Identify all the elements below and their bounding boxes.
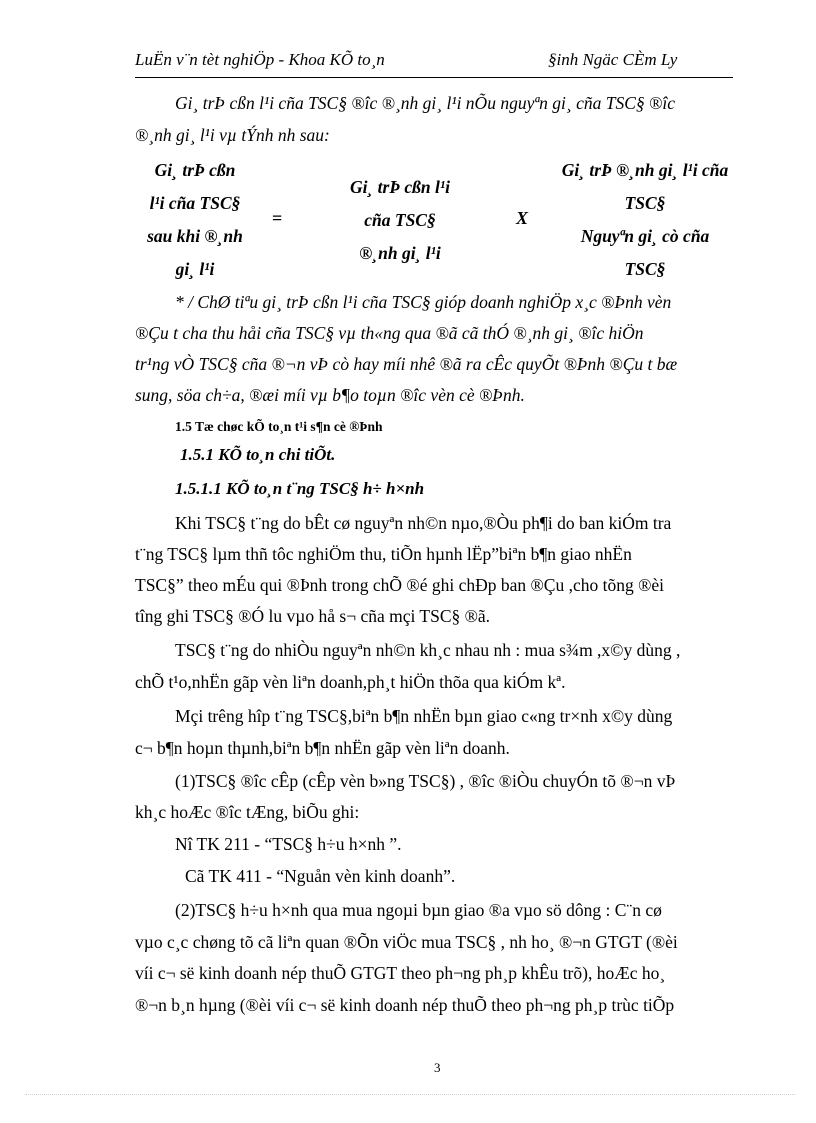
formula-left-3: sau khi ®¸nh bbox=[147, 226, 243, 246]
para4-line-1: (1)TSC§ ®îc cÊp (cÊp vèn b»ng TSC§) , ®îc ®iÒu chuyÓn tõ ®¬n vÞ bbox=[175, 771, 676, 791]
formula-right-1: Gi¸ trÞ ®¸nh gi¸ l¹i cña bbox=[561, 160, 729, 180]
intro-line-2: ®¸nh gi¸ l¹i vµ tÝnh nh sau: bbox=[135, 125, 330, 145]
para5-line-1: (2)TSC§ h÷u h×nh qua mua ngoµi bµn giao ®a vµo sö dông : C¨n cø bbox=[175, 900, 662, 920]
section-1-5-1-text: 1.5.1 KÕ to¸n chi tiÕt. bbox=[180, 445, 336, 464]
section-1-5: 1.5 Tæ chøc kÕ to¸n t¹i s¶n cè ®Þnh bbox=[175, 419, 383, 434]
para3-line-1: Mçi trêng hîp t¨ng TSC§,biªn b¶n nhËn bµn giao c«ng tr×nh x©y dùng bbox=[175, 706, 673, 726]
intro-line-1: Gi¸ trÞ cßn l¹i cña TSC§ ®îc ®¸nh gi¸ l¹i nÕu nguyªn gi¸ cña TSC§ ®îc bbox=[175, 93, 675, 113]
section-1-5-1 bbox=[180, 445, 335, 465]
note-line-4: sung, söa ch÷a, ®æi míi vµ b¶o toµn ®îc vèn cè ®Þnh. bbox=[135, 385, 525, 405]
entry-debit: Nî TK 211 - “TSC§ h÷u h×nh ”. bbox=[175, 834, 402, 854]
header-left: LuËn v¨n tèt nghiÖp - Khoa KÕ to¸n bbox=[135, 50, 385, 69]
para1-line-2: t¨ng TSC§ lµm thñ tôc nghiÖm thu, tiÕn hµnh lËp”biªn b¶n giao nhËn bbox=[135, 544, 632, 564]
note-line-3: tr¹ng vÒ TSC§ cña ®¬n vÞ cò hay míi nhê ®ã ra cÊc quyÕt ®Þnh ®Çu t bæ bbox=[135, 354, 678, 374]
formula-right-4: TSC§ bbox=[624, 259, 666, 279]
para5-line-2: vµo c¸c chøng tõ cã liªn quan ®Õn viÖc mua TSC§ , nh ho¸ ®¬n GTGT (®èi bbox=[135, 932, 678, 952]
note-line-2: ®Çu t cha thu håi cña TSC§ vµ th«ng qua ®ã cã thÓ ®¸nh gi¸ ®îc hiÖn bbox=[135, 323, 644, 343]
formula-right-2: TSC§ bbox=[624, 193, 666, 213]
formula-right-3: Nguyªn gi¸ cò cña bbox=[580, 226, 710, 246]
entry-credit: Cã TK 411 - “Nguån vèn kinh doanh”. bbox=[185, 866, 456, 886]
header-rule bbox=[135, 77, 733, 78]
formula-middle-2: cña TSC§ bbox=[364, 210, 436, 230]
formula-left-2: l¹i cña TSC§ bbox=[149, 193, 241, 213]
para1-line-4: tîng ghi TSC§ ®Ó lu vµo hå s¬ cña mçi TSC§ ®ã. bbox=[135, 606, 491, 626]
para2-line-1: TSC§ t¨ng do nhiÒu nguyªn nh©n kh¸c nhau nh : mua s¾m ,x©y dùng , bbox=[175, 640, 681, 660]
section-1-5-1-1 bbox=[175, 479, 424, 499]
page-bottom-dotted-line bbox=[25, 1094, 795, 1095]
note-line-1: * / ChØ tiªu gi¸ trÞ cßn l¹i cña TSC§ gióp doanh nghiÖp x¸c ®Þnh vèn bbox=[175, 292, 672, 312]
header-right: §inh Ngäc CÈm Ly bbox=[548, 50, 678, 69]
formula-middle-3: ®¸nh gi¸ l¹i bbox=[359, 243, 441, 263]
formula-left-1: Gi¸ trÞ cßn bbox=[154, 160, 236, 180]
para4-line-2: kh¸c hoÆc ®îc tÆng, biÕu ghi: bbox=[135, 802, 360, 822]
para5-line-4: ®¬n b¸n hµng (®èi víi c¬ së kinh doanh nép thuÕ theo ph¬ng ph¸p trùc tiÕp bbox=[135, 995, 675, 1015]
para2-line-2: chÕ t¹o,nhËn gãp vèn liªn doanh,ph¸t hiÖn thõa qua kiÓm kª. bbox=[135, 672, 566, 692]
para3-line-2: c¬ b¶n hoµn thµnh,biªn b¶n nhËn gãp vèn liªn doanh. bbox=[135, 738, 510, 758]
page-number: 3 bbox=[434, 1060, 441, 1075]
formula-middle-1: Gi¸ trÞ cßn l¹i bbox=[349, 177, 451, 197]
para5-line-3: víi c¬ së kinh doanh nép thuÕ GTGT theo ph¬ng ph¸p khÊu trõ), hoÆc ho¸ bbox=[135, 963, 666, 983]
formula-times: X bbox=[516, 208, 529, 228]
section-1-5-1-1-text: 1.5.1.1 KÕ to¸n t¨ng TSC§ h÷ h×nh bbox=[175, 479, 425, 498]
para1-line-3: TSC§” theo mÉu qui ®Þnh trong chÕ ®é ghi chÐp ban ®Çu ,cho tõng ®èi bbox=[135, 575, 665, 595]
formula-equals: = bbox=[272, 208, 283, 228]
formula-left-4: gi¸ l¹i bbox=[175, 259, 215, 279]
para1-line-1: Khi TSC§ t¨ng do bÊt cø nguyªn nh©n nµo,®Òu ph¶i do ban kiÓm tra bbox=[175, 513, 672, 533]
